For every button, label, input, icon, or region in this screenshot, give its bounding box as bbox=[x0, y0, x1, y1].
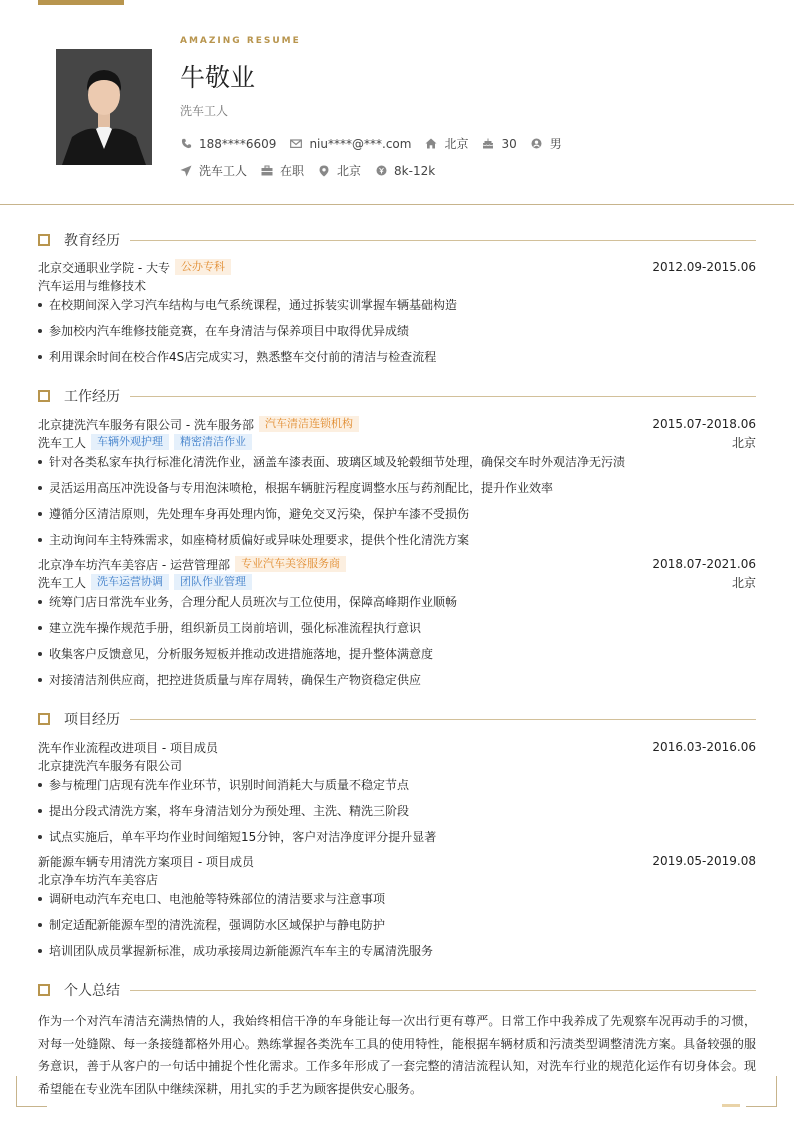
status-text: 在职 bbox=[280, 164, 305, 178]
skill-tag: 车辆外观护理 bbox=[91, 434, 169, 450]
project-date: 2019.05-2019.08 bbox=[652, 854, 756, 868]
company-tag: 专业汽车美容服务商 bbox=[235, 556, 346, 572]
project-org-row bbox=[38, 756, 756, 774]
status-item bbox=[261, 162, 304, 179]
intent-role-item bbox=[180, 162, 247, 179]
list-item: 提出分段式清洗方案，将车身清洁划分为预处理、主洗、精洗三阶段 bbox=[38, 802, 756, 820]
skill-tag: 精密清洁作业 bbox=[174, 434, 252, 450]
cake-icon bbox=[482, 138, 494, 150]
age-item bbox=[482, 137, 516, 151]
education-date: 2012.09-2015.06 bbox=[652, 260, 756, 274]
project-org: 北京捷洗汽车服务有限公司 bbox=[38, 758, 183, 773]
avatar bbox=[56, 49, 152, 165]
list-item: 参加校内汽车维修技能竞赛，在车身清洁与保养项目中取得优异成绩 bbox=[38, 322, 756, 340]
intent-city-text: 北京 bbox=[337, 164, 362, 178]
project-org: 北京净车坊汽车美容店 bbox=[38, 872, 159, 887]
job-intent-row bbox=[180, 162, 449, 179]
section-summary-title: 个人总结 bbox=[38, 981, 756, 999]
education-header bbox=[38, 258, 756, 276]
salary-icon bbox=[375, 165, 387, 177]
project-org-row bbox=[38, 870, 756, 888]
list-item: 试点实施后，单车平均作业时间缩短15分钟，客户对洁净度评分提升显著 bbox=[38, 828, 756, 846]
resume-tagline: AMAZING RESUME bbox=[180, 36, 301, 46]
section-work-title: 工作经历 bbox=[38, 387, 756, 405]
header-divider bbox=[0, 204, 794, 205]
list-item: 参与梳理门店现有洗车作业环节，识别时间消耗大与质量不稳定节点 bbox=[38, 776, 756, 794]
summary-text: 作为一个对汽车清洁充满热情的人，我始终相信干净的车身能让每一次出行更有尊严。日常工作中我养成了先观察车况再动手的习惯，对每一处缝隙、每一条接缝都格外用心。熟练掌握各类洗车工具的使用特性，能根据车辆材质和污渍类型调整清洗方案。具备较强的服务意识，善于从客户的一句话中捕捉个性化需求。工作多年形成了一套完整的清洁流程认知，对洗车行业的规范化运作有切身体会。现希望能在专业洗车团队中继续深耕，用扎实的手艺为顾客提供安心服务。 bbox=[38, 1014, 756, 1096]
top-accent-bar bbox=[38, 0, 124, 5]
job-position-row bbox=[38, 433, 756, 451]
email-text: niu****@***.com bbox=[309, 136, 412, 151]
education-major-row bbox=[38, 276, 756, 294]
list-item: 灵活运用高压冲洗设备与专用泡沫喷枪，根据车辆脏污程度调整水压与药剂配比，提升作业效率 bbox=[38, 479, 756, 497]
gender-text: 男 bbox=[549, 137, 562, 151]
school-name: 北京交通职业学院 - 大专 bbox=[38, 260, 170, 275]
job-location: 北京 bbox=[731, 435, 756, 450]
briefcase-icon bbox=[261, 165, 273, 177]
job-date: 2018.07-2021.06 bbox=[652, 557, 756, 571]
send-icon bbox=[180, 165, 192, 177]
list-item: 制定适配新能源车型的清洗流程，强调防水区域保护与静电防护 bbox=[38, 916, 756, 934]
contact-info-row bbox=[180, 135, 576, 152]
gender-item bbox=[531, 135, 562, 152]
school-tag: 公办专科 bbox=[175, 259, 231, 275]
section-square-icon bbox=[38, 234, 50, 246]
candidate-name: 牛敬业 bbox=[180, 63, 256, 92]
list-item: 培训团队成员掌握新标准，成功承接周边新能源汽车车主的专属清洗服务 bbox=[38, 942, 756, 960]
job-header bbox=[38, 555, 756, 573]
age-text: 30 bbox=[501, 136, 517, 151]
corner-decoration bbox=[746, 1076, 777, 1107]
project-name: 洗车作业流程改进项目 - 项目成员 bbox=[38, 740, 218, 755]
section-square-icon bbox=[38, 390, 50, 402]
intent-role-text: 洗车工人 bbox=[199, 164, 248, 178]
section-square-icon bbox=[38, 984, 50, 996]
list-item: 统筹门店日常洗车业务，合理分配人员班次与工位使用，保障高峰期作业顺畅 bbox=[38, 593, 756, 611]
project-name: 新能源车辆专用清洗方案项目 - 项目成员 bbox=[38, 854, 254, 869]
email-item bbox=[290, 137, 411, 151]
location-pin-icon bbox=[318, 165, 330, 177]
phone-icon bbox=[180, 138, 192, 150]
job-position: 洗车工人 bbox=[38, 435, 87, 450]
mail-icon bbox=[290, 138, 302, 150]
phone-item bbox=[180, 137, 276, 151]
skill-tag: 团队作业管理 bbox=[174, 574, 252, 590]
home-icon bbox=[425, 138, 437, 150]
salary-item bbox=[375, 164, 435, 178]
education-major: 汽车运用与维修技术 bbox=[38, 278, 147, 293]
job-position: 洗车工人 bbox=[38, 575, 87, 590]
home-city-text: 北京 bbox=[444, 137, 469, 151]
phone-text: 188****6609 bbox=[199, 136, 277, 151]
list-item: 针对各类私家车执行标准化清洗作业，涵盖车漆表面、玻璃区域及轮毂细节处理，确保交车时外观洁净无污渍 bbox=[38, 453, 756, 471]
project-date: 2016.03-2016.06 bbox=[652, 740, 756, 754]
job-location: 北京 bbox=[731, 575, 756, 590]
candidate-role: 洗车工人 bbox=[180, 104, 229, 118]
section-education-title: 教育经历 bbox=[38, 231, 756, 249]
list-item: 建立洗车操作规范手册，组织新员工岗前培训，强化标准流程执行意识 bbox=[38, 619, 756, 637]
job-position-row bbox=[38, 573, 756, 591]
section-square-icon bbox=[38, 713, 50, 725]
list-item: 遵循分区清洁原则，先处理车身再处理内饰，避免交叉污染，保护车漆不受损伤 bbox=[38, 505, 756, 523]
salary-text: 8k-12k bbox=[394, 163, 436, 178]
job-company: 北京捷洗汽车服务有限公司 - 洗车服务部 bbox=[38, 417, 254, 432]
project-header bbox=[38, 852, 756, 870]
home-item bbox=[425, 135, 468, 152]
list-item: 在校期间深入学习汽车结构与电气系统课程，通过拆装实训掌握车辆基础构造 bbox=[38, 296, 756, 314]
section-projects-title: 项目经历 bbox=[38, 710, 756, 728]
company-tag: 汽车清洁连锁机构 bbox=[259, 416, 359, 432]
list-item: 收集客户反馈意见，分析服务短板并推动改进措施落地，提升整体满意度 bbox=[38, 645, 756, 663]
list-item: 主动询问车主特殊需求，如座椅材质偏好或异味处理要求，提供个性化清洗方案 bbox=[38, 531, 756, 549]
page-indicator bbox=[722, 1104, 740, 1107]
corner-decoration bbox=[16, 1076, 47, 1107]
job-date: 2015.07-2018.06 bbox=[652, 417, 756, 431]
person-icon bbox=[531, 138, 543, 150]
list-item: 利用课余时间在校合作4S店完成实习，熟悉整车交付前的清洁与检查流程 bbox=[38, 348, 756, 366]
job-header bbox=[38, 415, 756, 433]
intent-city-item bbox=[318, 162, 361, 179]
project-header bbox=[38, 738, 756, 756]
list-item: 调研电动汽车充电口、电池舱等特殊部位的清洁要求与注意事项 bbox=[38, 890, 756, 908]
skill-tag: 洗车运营协调 bbox=[91, 574, 169, 590]
list-item: 对接清洁剂供应商，把控进货质量与库存周转，确保生产物资稳定供应 bbox=[38, 671, 756, 689]
job-company: 北京净车坊汽车美容店 - 运营管理部 bbox=[38, 557, 230, 572]
